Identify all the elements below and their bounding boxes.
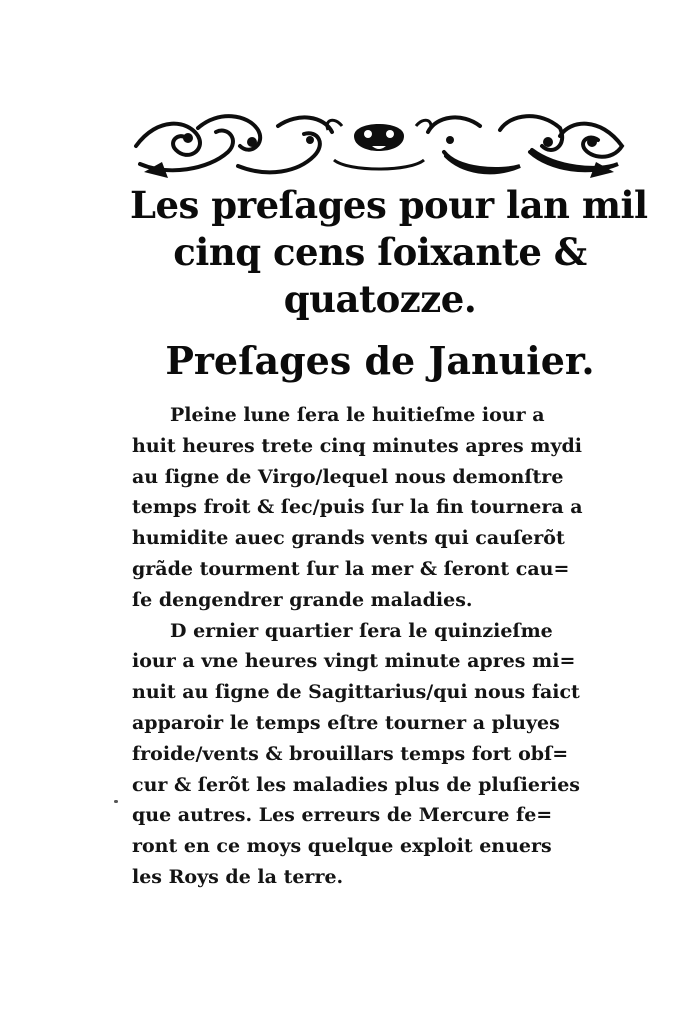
title-line: cinq cens ſoixante & xyxy=(173,230,587,274)
section-heading: Preſages de Januier. xyxy=(165,338,595,383)
text-line: nuit au ſigne de Sagittarius/qui nous faict xyxy=(132,681,580,704)
text-line: apparoir le temps eſtre tourner a pluyes xyxy=(132,711,560,734)
page-title xyxy=(130,182,648,323)
text-line: que autres. Les erreurs de Mercure fe= xyxy=(132,804,553,827)
body-text xyxy=(132,400,642,893)
text-line: ſe dengendrer grande maladies. xyxy=(132,588,473,611)
text-line: cur & ſerõt les maladies plus de pluſieries xyxy=(132,773,581,796)
text-line: humidite auec grands vents qui cauſerõt xyxy=(132,527,565,550)
text-line: au ſigne de Virgo/lequel nous demonſtre xyxy=(132,465,564,488)
text-line: D ernier quartier ſera le quinzieſme xyxy=(170,619,553,642)
foliate-scroll-headpiece-icon xyxy=(128,106,630,182)
text-line: temps froit & ſec/puis ſur la fin tournera a xyxy=(132,496,583,519)
ink-speck xyxy=(114,800,118,803)
title-line: Les preſages pour lan mil xyxy=(130,183,648,227)
text-line: grãde tourment ſur la mer & ſeront cau= xyxy=(132,557,570,580)
text-line: Pleine lune ſera le huitieſme iour a xyxy=(170,404,545,426)
title-line: quatozze. xyxy=(283,277,477,321)
text-line: froide/vents & brouillars temps fort obſ= xyxy=(132,742,569,765)
text-line: les Roys de la terre. xyxy=(132,865,344,888)
text-line: iour a vne heures vingt minute apres mi= xyxy=(132,650,576,673)
text-line: huit heures trete cinq minutes apres mydi xyxy=(132,434,582,457)
text-line: ront en ce moys quelque exploit enuers xyxy=(132,835,552,858)
